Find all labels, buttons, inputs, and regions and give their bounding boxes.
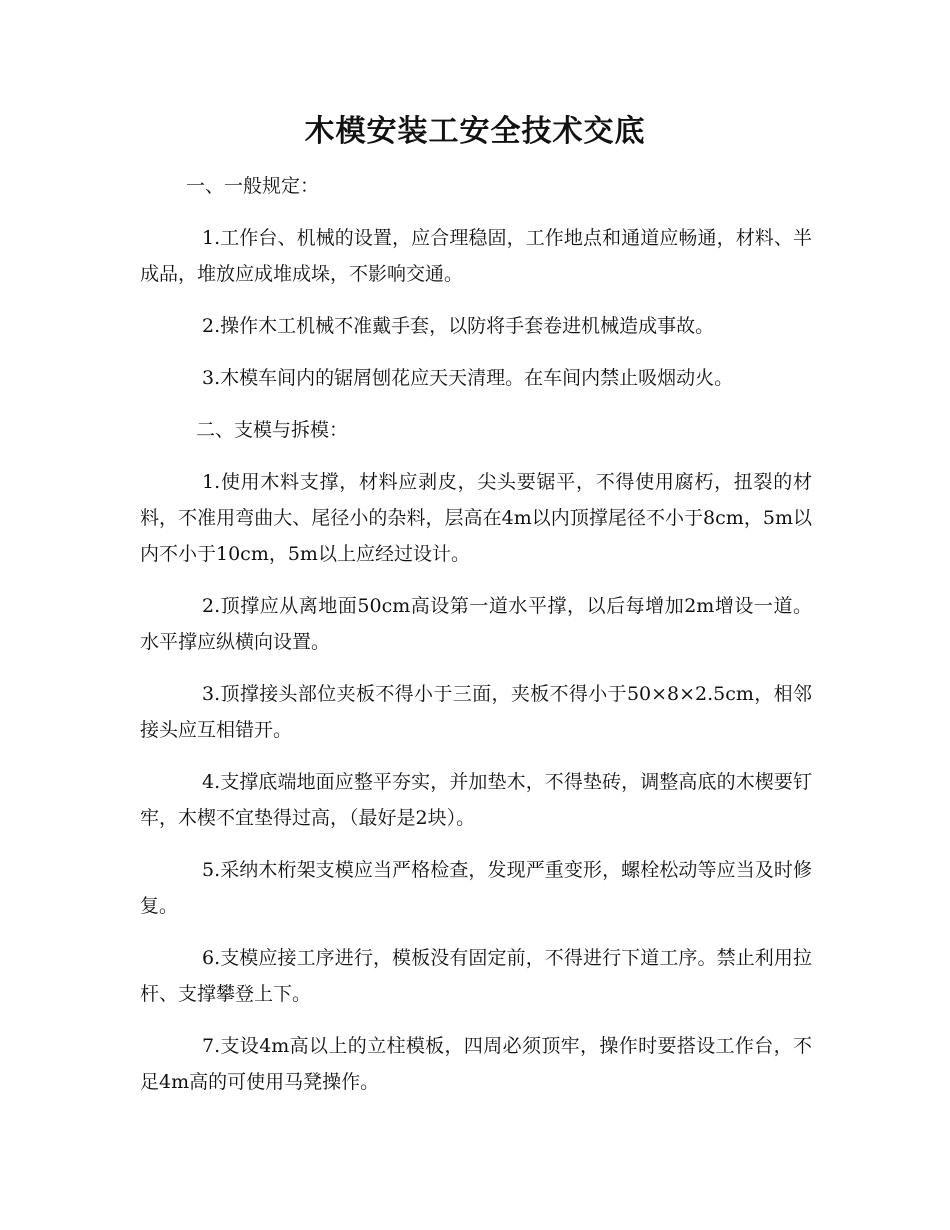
section-2-item-2: 2.顶撑应从离地面50cm高设第一道水平撑，以后每增加2m增设一道。水平撑应纵横向设置。 xyxy=(140,595,812,653)
section-1-item-3: 3.木模车间内的锯屑刨花应天天清理。在车间内禁止吸烟动火。 xyxy=(202,367,734,389)
section-2-heading: 二、支模与拆模： xyxy=(196,419,349,441)
section-2-item-6: 6.支模应接工序进行，模板没有固定前，不得进行下道工序。禁止利用拉杆、支撑攀登上下。 xyxy=(140,947,812,1005)
section-1-item-1: 1.工作台、机械的设置，应合理稳固，工作地点和通道应畅通，材料、半成品，堆放应成堆成垛，不影响交通。 xyxy=(140,227,812,285)
document-body xyxy=(140,168,812,1116)
section-2-item-3: 3.顶撑接头部位夹板不得小于三面，夹板不得小于50×8×2.5cm，相邻接头应互相错开。 xyxy=(140,683,812,741)
section-2-item-7: 7.支设4m高以上的立柱模板，四周必须顶牢，操作时要搭设工作台，不足4m高的可使用马凳操作。 xyxy=(140,1035,812,1093)
section-2-item-4: 4.支撑底端地面应整平夯实，并加垫木，不得垫砖，调整高底的木楔要钉牢，木楔不宜垫得过高，（最好是2块）。 xyxy=(140,771,812,829)
section-2-item-5: 5.采纳木桁架支模应当严格检查，发现严重变形，螺栓松动等应当及时修复。 xyxy=(140,859,812,917)
document-title: 木模安装工安全技术交底 xyxy=(304,114,646,149)
section-1-item-2: 2.操作木工机械不准戴手套，以防将手套卷进机械造成事故。 xyxy=(202,315,715,337)
section-2-item-1: 1.使用木料支撑，材料应剥皮，尖头要锯平，不得使用腐朽，扭裂的材料，不准用弯曲大、尾径小的杂料，层高在4m以内顶撑尾径不小于8cm，5m以内不小于10cm，5m以上应经过设计。 xyxy=(140,471,812,565)
section-1-heading: 一、一般规定： xyxy=(186,175,320,197)
